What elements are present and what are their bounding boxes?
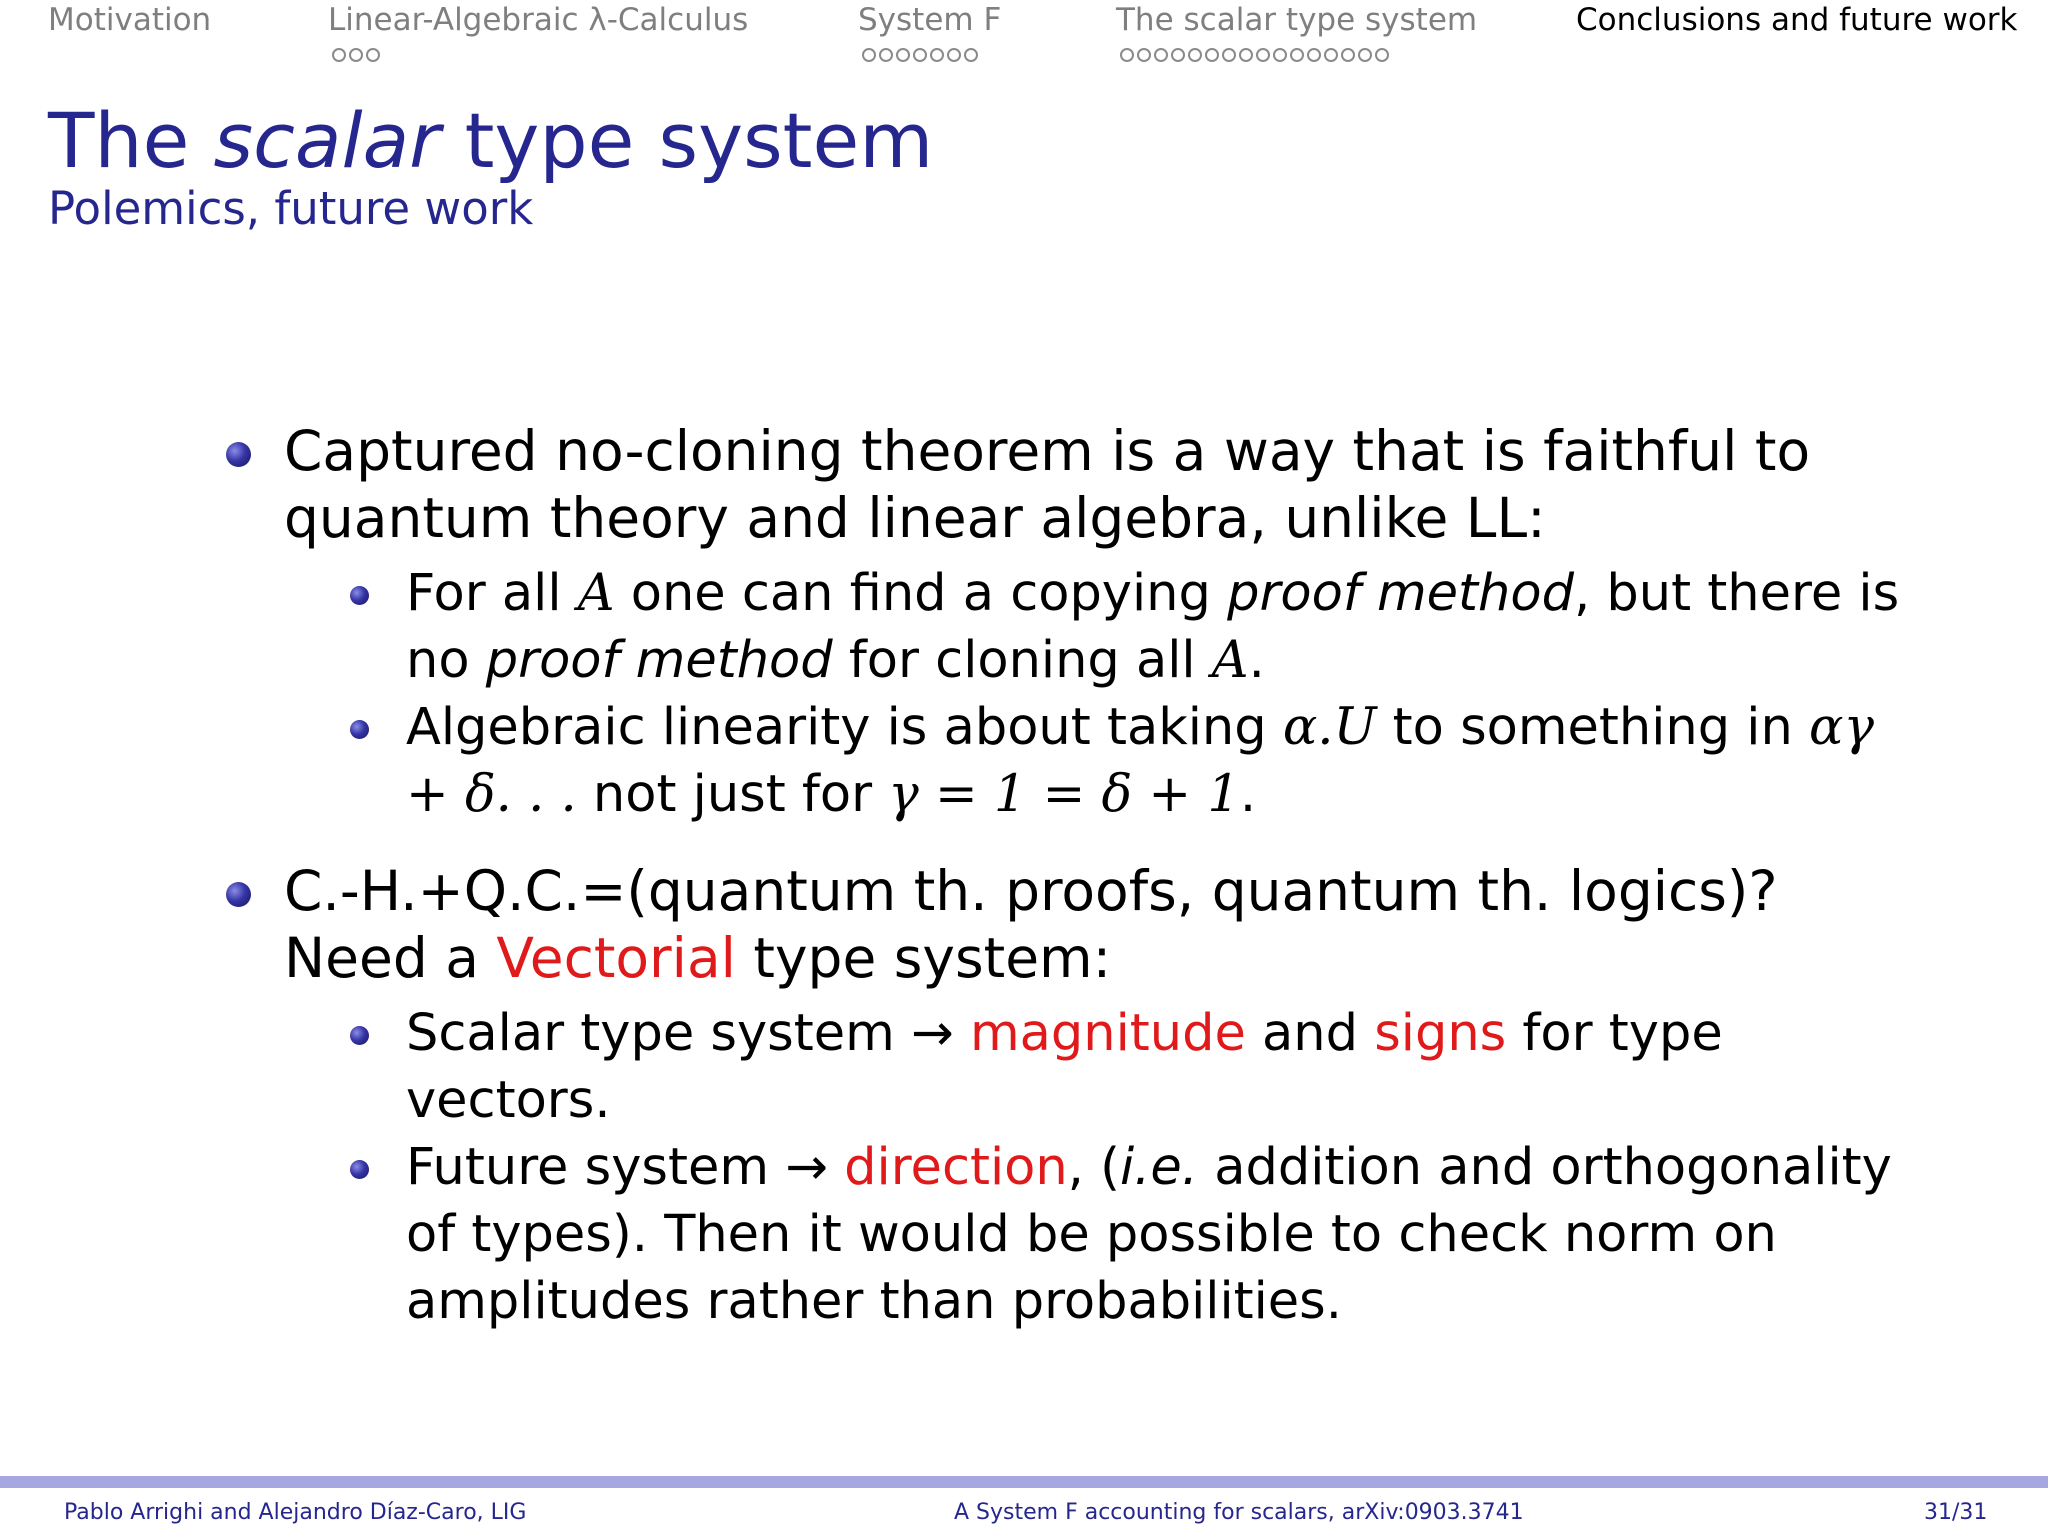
emphasis: i.e. xyxy=(1120,1138,1198,1197)
nav-item-conclusions[interactable]: Conclusions and future work xyxy=(1576,2,2018,38)
nav-slide-dot[interactable] xyxy=(947,48,961,62)
footer-page-number: 31/31 xyxy=(1924,1500,1988,1525)
sub-bullet-algebraic-linearity xyxy=(344,694,1902,828)
nav-slide-dot[interactable] xyxy=(1188,48,1202,62)
nav-slide-dot[interactable] xyxy=(862,48,876,62)
text: not just for xyxy=(576,765,889,824)
highlight-text: direction xyxy=(844,1138,1068,1197)
bullet-text: C.-H.+Q.C.=(quantum th. proofs, quantum th. logics)? Need a xyxy=(284,859,1778,990)
nav-slide-dot[interactable] xyxy=(1137,48,1151,62)
nav-slide-dot[interactable] xyxy=(1256,48,1270,62)
emphasis: proof method xyxy=(1227,564,1574,623)
bullet-text: Captured no-cloning theorem is a way that is faithful to quantum theory and linear algebra, unlike LL: xyxy=(284,419,1811,550)
title-part: The xyxy=(48,96,214,185)
nav-item-linear-algebraic[interactable]: Linear-Algebraic λ-Calculus xyxy=(328,2,749,38)
highlight-text: Vectorial xyxy=(496,926,736,990)
nav-slide-dot[interactable] xyxy=(1239,48,1253,62)
math-var: A xyxy=(577,564,615,623)
nav-dots-linear-algebraic xyxy=(332,48,380,62)
bullet-ball-icon xyxy=(226,882,251,907)
nav-slide-dot[interactable] xyxy=(1154,48,1168,62)
nav-slide-dot[interactable] xyxy=(1273,48,1287,62)
nav-slide-dot[interactable] xyxy=(349,48,363,62)
nav-slide-dot[interactable] xyxy=(1307,48,1321,62)
slide-subtitle: Polemics, future work xyxy=(48,182,534,235)
sub-bullet-ball-icon xyxy=(350,1160,369,1179)
text: and xyxy=(1245,1004,1375,1063)
nav-slide-dot[interactable] xyxy=(1120,48,1134,62)
text: , but there is no xyxy=(406,564,1900,690)
text: Algebraic linearity is about taking xyxy=(406,698,1283,757)
math-expression: αγ + δ. . . xyxy=(406,698,1874,824)
sub-bullet-ball-icon xyxy=(350,1026,369,1045)
footer-title: A System F accounting for scalars, arXiv:0903.3741 xyxy=(954,1500,1524,1525)
sub-bullet-ball-icon xyxy=(350,720,369,739)
nav-slide-dot[interactable] xyxy=(1375,48,1389,62)
nav-slide-dot[interactable] xyxy=(913,48,927,62)
nav-slide-dot[interactable] xyxy=(366,48,380,62)
math-expression: α.U xyxy=(1282,698,1377,757)
sub-bullet-future-system xyxy=(344,1134,1902,1335)
text: . xyxy=(1239,765,1257,824)
nav-slide-dot[interactable] xyxy=(896,48,910,62)
highlight-text: signs xyxy=(1374,1004,1507,1063)
highlight-text: magnitude xyxy=(969,1004,1246,1063)
nav-dots-scalar-type-system xyxy=(1120,48,1389,62)
title-part: type system xyxy=(440,96,934,185)
nav-dots-system-f xyxy=(862,48,978,62)
text: , ( xyxy=(1067,1138,1120,1197)
math-expression: γ = 1 = δ + 1 xyxy=(888,765,1240,824)
nav-slide-dot[interactable] xyxy=(930,48,944,62)
nav-slide-dot[interactable] xyxy=(332,48,346,62)
text: . xyxy=(1248,631,1265,690)
bullet-no-cloning xyxy=(222,418,1902,828)
sub-bullet-scalar-system xyxy=(344,1000,1902,1134)
slide-title xyxy=(48,96,933,185)
nav-slide-dot[interactable] xyxy=(1358,48,1372,62)
text: for cloning all xyxy=(832,631,1212,690)
nav-slide-dot[interactable] xyxy=(1205,48,1219,62)
math-var: A xyxy=(1211,631,1249,690)
sub-bullet-proof-method xyxy=(344,560,1902,694)
text: Scalar type system → xyxy=(406,1004,970,1063)
text: For all xyxy=(406,564,578,623)
bullet-text: type system: xyxy=(735,926,1112,990)
sub-bullet-list xyxy=(284,560,1902,828)
text: for type vectors. xyxy=(406,1004,1723,1130)
title-emphasis: scalar xyxy=(213,96,441,185)
text: addition and orthogonality of types). Then it would be possible to check norm on amplitudes rather than probabilities. xyxy=(406,1138,1892,1331)
text: one can find a copying xyxy=(614,564,1228,623)
nav-slide-dot[interactable] xyxy=(964,48,978,62)
nav-slide-dot[interactable] xyxy=(1222,48,1236,62)
footer-authors: Pablo Arrighi and Alejandro Díaz-Caro, LIG xyxy=(64,1500,527,1525)
nav-item-scalar-type-system[interactable]: The scalar type system xyxy=(1116,2,1478,38)
nav-item-system-f[interactable]: System F xyxy=(858,2,1002,38)
nav-item-motivation[interactable]: Motivation xyxy=(48,2,212,38)
text: to something in xyxy=(1376,698,1810,757)
nav-slide-dot[interactable] xyxy=(1290,48,1304,62)
sub-bullet-list xyxy=(284,1000,1902,1335)
nav-slide-dot[interactable] xyxy=(879,48,893,62)
slide-content xyxy=(222,418,1902,1365)
sub-bullet-ball-icon xyxy=(350,586,369,605)
nav-slide-dot[interactable] xyxy=(1341,48,1355,62)
text: Future system → xyxy=(406,1138,845,1197)
nav-slide-dot[interactable] xyxy=(1324,48,1338,62)
bullet-curry-howard xyxy=(222,858,1902,1335)
emphasis: proof method xyxy=(485,631,833,690)
section-navigation xyxy=(0,0,2048,80)
nav-slide-dot[interactable] xyxy=(1171,48,1185,62)
bullet-ball-icon xyxy=(226,442,251,467)
footer-bar xyxy=(0,1476,2048,1488)
